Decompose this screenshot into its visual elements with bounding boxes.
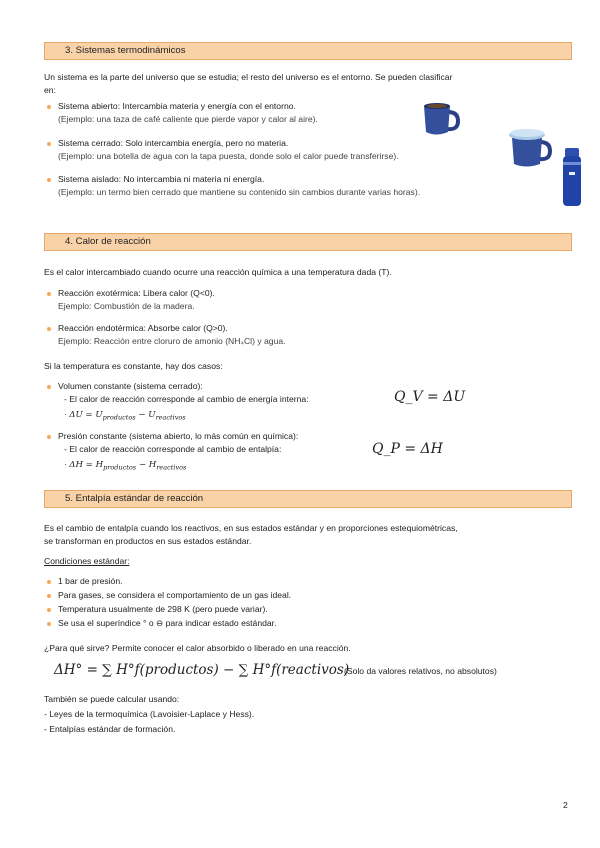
method-item: - Leyes de la termoquímica (Lavoisier-Laplace y Hess). — [44, 709, 255, 719]
bullet-icon — [47, 594, 51, 598]
open-system-title: Sistema abierto: Intercambia materia y energía con el entorno. — [58, 101, 296, 111]
section-4-intro: Es el calor intercambiado cuando ocurre una reacción química a una temperatura dada (T). — [44, 267, 392, 277]
bullet-icon — [47, 622, 51, 626]
exothermic-title: Reacción exotérmica: Libera calor (Q<0). — [58, 288, 215, 298]
delta-h-mid: − H — [136, 460, 157, 470]
isolated-system-example: (Ejemplo: un termo bien cerrado que mantiene su contenido sin cambios durante varias horas). — [58, 187, 421, 197]
qv-formula: Q_V = ΔU — [394, 389, 466, 405]
method-item: - Entalpías estándar de formación. — [44, 724, 176, 734]
delta-u-sub2: reactivos — [155, 413, 186, 422]
isolated-system-title: Sistema aislado: No intercambia ni materia ni energía. — [58, 174, 265, 184]
delta-u-equation: · $\Delta U = U_{productos} - U_{reactivos}$ — [64, 409, 186, 422]
delta-u-sub1: productos — [102, 413, 136, 422]
closed-system-example: (Ejemplo: una botella de agua con la tapa puesta, donde solo el calor puede transferirse). — [58, 151, 399, 161]
section-3-heading: 3. Sistemas termodinámicos — [44, 42, 572, 60]
delta-h-sub2: reactivos — [156, 463, 187, 472]
condition-item: Para gases, se considera el comportamiento de un gas ideal. — [58, 590, 292, 600]
section-4-heading: 4. Calor de reacción — [44, 233, 572, 251]
bullet-icon — [47, 385, 51, 389]
closed-system-title: Sistema cerrado: Solo intercambia energía, pero no materia. — [58, 138, 289, 148]
standard-conditions-title: Condiciones estándar: — [44, 556, 130, 566]
delta-h-sub1: productos — [103, 463, 137, 472]
section-3-intro-line1: Un sistema es la parte del universo que se estudia; el resto del universo es el entorno. Se pueden clasificar — [44, 72, 453, 82]
bullet-icon — [47, 178, 51, 182]
constant-pressure-line: - El calor de reacción corresponde al cambio de entalpía: — [64, 444, 282, 454]
constant-volume-line: - El calor de reacción corresponde al cambio de energía interna: — [64, 394, 309, 404]
formula-note: (Solo da valores relativos, no absolutos) — [344, 666, 497, 676]
open-system-example: (Ejemplo: una taza de café caliente que pierde vapor y calor al aire). — [58, 114, 318, 124]
standard-enthalpy-formula: ΔH° = ∑ H°f(productos) − ∑ H°f(reactivos) — [54, 662, 350, 678]
bullet-icon — [47, 608, 51, 612]
section-5-heading: 5. Entalpía estándar de reacción — [44, 490, 572, 508]
condition-item: Temperatura usualmente de 298 K (pero puede variar). — [58, 604, 268, 614]
endothermic-example: Ejemplo: Reacción entre cloruro de amonio (NH₄Cl) y agua. — [58, 336, 286, 346]
purpose-line: ¿Para qué sirve? Permite conocer el calor absorbido o liberado en una reacción. — [44, 643, 351, 653]
condition-item: Se usa el superíndice ° o ⊖ para indicar estado estándar. — [58, 618, 277, 628]
thermos-icon — [560, 148, 584, 208]
bullet-icon — [47, 105, 51, 109]
delta-h-lhs: ΔH = H — [69, 460, 104, 470]
section-3-intro-line2: en: — [44, 85, 56, 95]
section-5-intro-line2: se transforman en productos en sus estados estándar. — [44, 536, 252, 546]
also-calc-line: También se puede calcular usando: — [44, 694, 180, 704]
delta-u-lhs: ΔU = U — [69, 410, 103, 420]
bullet-icon — [47, 580, 51, 584]
page-number: 2 — [563, 800, 568, 810]
cases-intro: Si la temperatura es constante, hay dos casos: — [44, 361, 223, 371]
section-5-intro-line1: Es el cambio de entalpía cuando los reactivos, en sus estados estándar y en proporciones estequiométricas, — [44, 523, 458, 533]
bullet-icon — [47, 292, 51, 296]
qp-formula: Q_P = ΔH — [372, 441, 443, 457]
lidded-mug-icon — [506, 126, 554, 168]
bullet-icon — [47, 435, 51, 439]
coffee-cup-icon — [420, 100, 462, 138]
delta-u-mid: − U — [135, 410, 156, 420]
delta-h-equation: · $\Delta H = H_{productos} - H_{reactivos}$ — [64, 459, 187, 472]
bullet-icon — [47, 327, 51, 331]
exothermic-example: Ejemplo: Combustión de la madera. — [58, 301, 195, 311]
bullet-icon — [47, 142, 51, 146]
condition-item: 1 bar de presión. — [58, 576, 123, 586]
constant-pressure-title: Presión constante (sistema abierto, lo más común en química): — [58, 431, 299, 441]
endothermic-title: Reacción endotérmica: Absorbe calor (Q>0). — [58, 323, 228, 333]
constant-volume-title: Volumen constante (sistema cerrado): — [58, 381, 203, 391]
